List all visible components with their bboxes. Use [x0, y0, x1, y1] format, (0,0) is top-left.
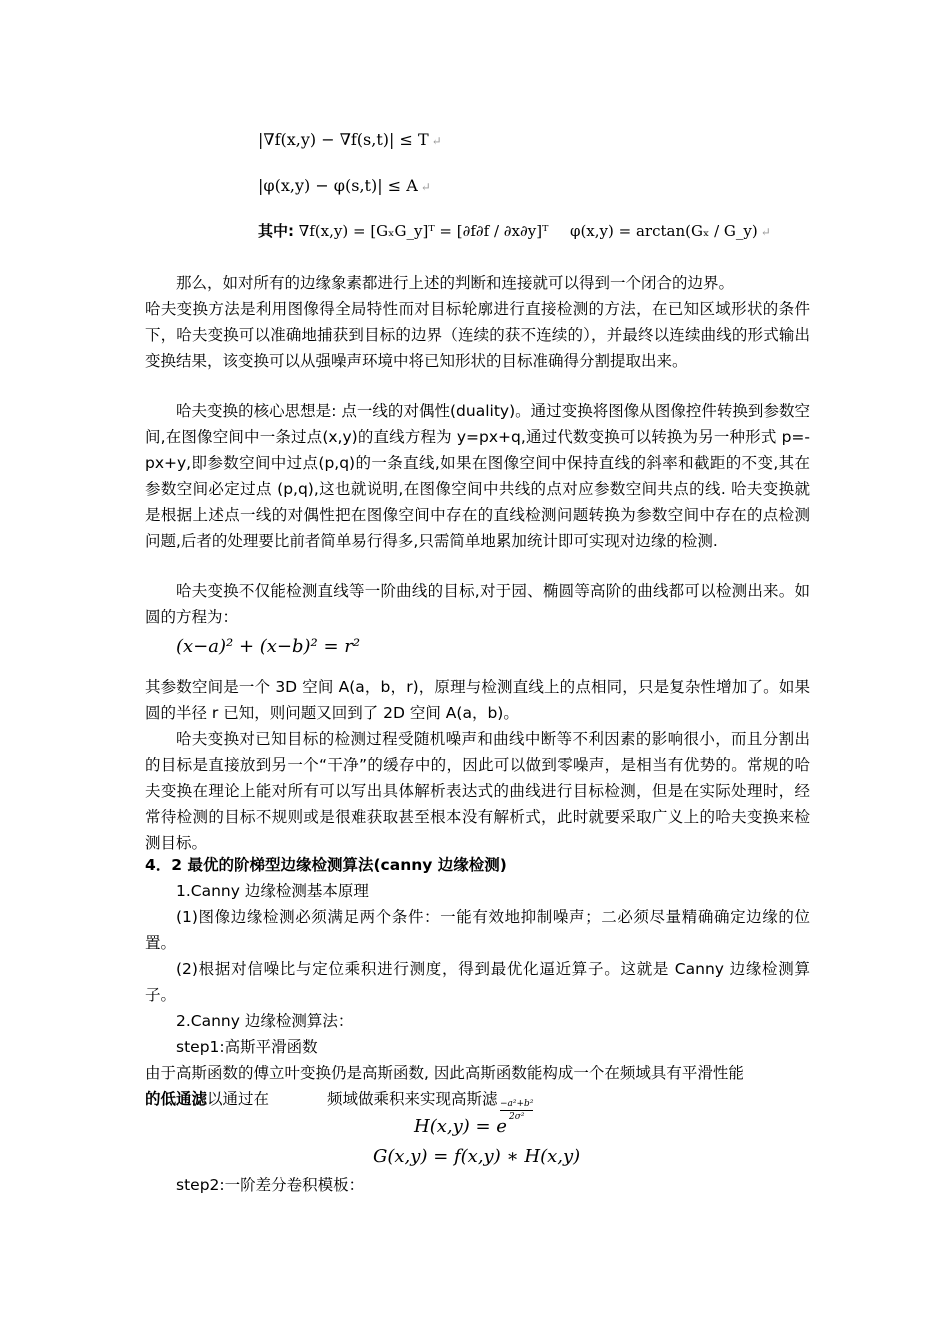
paragraph-lowpass: 的低通滤以通过在 频域做乘积来实现高斯滤 [145, 1090, 498, 1108]
section-heading-canny: 4．2 最优的阶梯型边缘检测算法(canny 边缘检测) [145, 856, 507, 874]
paragraph-gaussian-fourier: 由于高斯函数的傅立叶变换仍是高斯函数, 因此高斯函数能构成一个在频域具有平滑性能 [145, 1064, 744, 1082]
paragraph-hough-advantages: 哈夫变换对已知目标的检测过程受随机噪声和曲线中断等不利因素的影响很小，而且分割出的目标是直接放到另一个“干净”的缓存中的，因此可以做到零噪声，是相当有优势的。常规的哈夫变换在理论上能对所有可以写出具体解析表达式的曲线进行目标检测，但是在实际处理时，经常待检测的目标不规则或是很难获取甚至根本没有解析式，此时就要采取广义上的哈夫变换来检测目标。 [145, 730, 810, 852]
paragraph-hough-circles: 哈夫变换不仅能检测直线等一阶曲线的目标,对于园、椭圆等高阶的曲线都可以检测出来。如圆的方程为： [145, 582, 810, 626]
formula-circle-equation: (x−a)² + (x−b)² = r² [176, 636, 361, 657]
formula-gaussian-G: G(x,y) = f(x,y) ∗ H(x,y) [373, 1146, 581, 1167]
paragraph-canny-principle: 1.Canny 边缘检测基本原理 [176, 882, 369, 900]
formula-angle-condition: |φ(x,y) − φ(s,t)| ≤ A ↵ [258, 176, 431, 195]
paragraph-parameter-space: 其参数空间是一个 3D 空间 A(a，b，r)，原理与检测直线上的点相同，只是复杂性增加了。如果圆的半径 r 已知，则问题又回到了 2D 空间 A(a，b)。 [145, 678, 810, 722]
formula-gaussian-H: H(x,y) = e −a²+b² 2σ² [414, 1099, 534, 1137]
paragraph-canny-condition-1: (1)图像边缘检测必须满足两个条件：一能有效地抑制噪声；二必须尽量精确确定边缘的位置。 [145, 908, 810, 952]
paragraph-canny-algorithm: 2.Canny 边缘检测算法： [176, 1012, 354, 1030]
paragraph-step1: step1:高斯平滑函数 [176, 1038, 318, 1056]
paragraph-hough-duality: 哈夫变换的核心思想是: 点一线的对偶性(duality)。通过变换将图像从图像控件转换到参数空间,在图像空间中一条过点(x,y)的直线方程为 y=px+q,通过代数变换可以转换为另一种形式 p=-px+y,即参数空间中过点(p,q)的一条直线,如果在图像空间中保持直线的斜率和截距的不变,其在参数空间必定过点 (p,q),这也就说明,在图像空间中共线的点对应参数空间共点的线. 哈夫变换就是根据上述点一线的对偶性把在图像空间中存在的直线检测问题转换为参数空间中存在的点检测问题,后者的处理要比前者简单易行得多,只需简单地累加统计即可实现对边缘的检测. [145, 402, 810, 550]
formula-gradient-condition: |∇f(x,y) − ∇f(s,t)| ≤ T ↵ [258, 130, 442, 149]
formula-definitions: 其中: ∇f(x,y) = [GₓG_y]ᵀ = [∂f∂f / ∂x∂y]ᵀ φ(x,y) = arctan(Gₓ / G_y) ↵ [258, 222, 771, 240]
paragraph-closed-boundary: 那么，如对所有的边缘象素都进行上述的判断和连接就可以得到一个闭合的边界。 [176, 274, 735, 292]
paragraph-canny-condition-2: (2)根据对信噪比与定位乘积进行测度，得到最优化逼近算子。这就是 Canny 边缘检测算子。 [145, 960, 810, 1004]
paragraph-hough-intro: 哈夫变换方法是利用图像得全局特性而对目标轮廓进行直接检测的方法，在已知区域形状的条件下，哈夫变换可以准确地捕获到目标的边界（连续的获不连续的），并最终以连续曲线的形式输出变换结果，该变换可以从强噪声环境中将已知形状的目标准确得分割提取出来。 [145, 300, 810, 370]
paragraph-step2: step2:一阶差分卷积模板： [176, 1176, 365, 1194]
